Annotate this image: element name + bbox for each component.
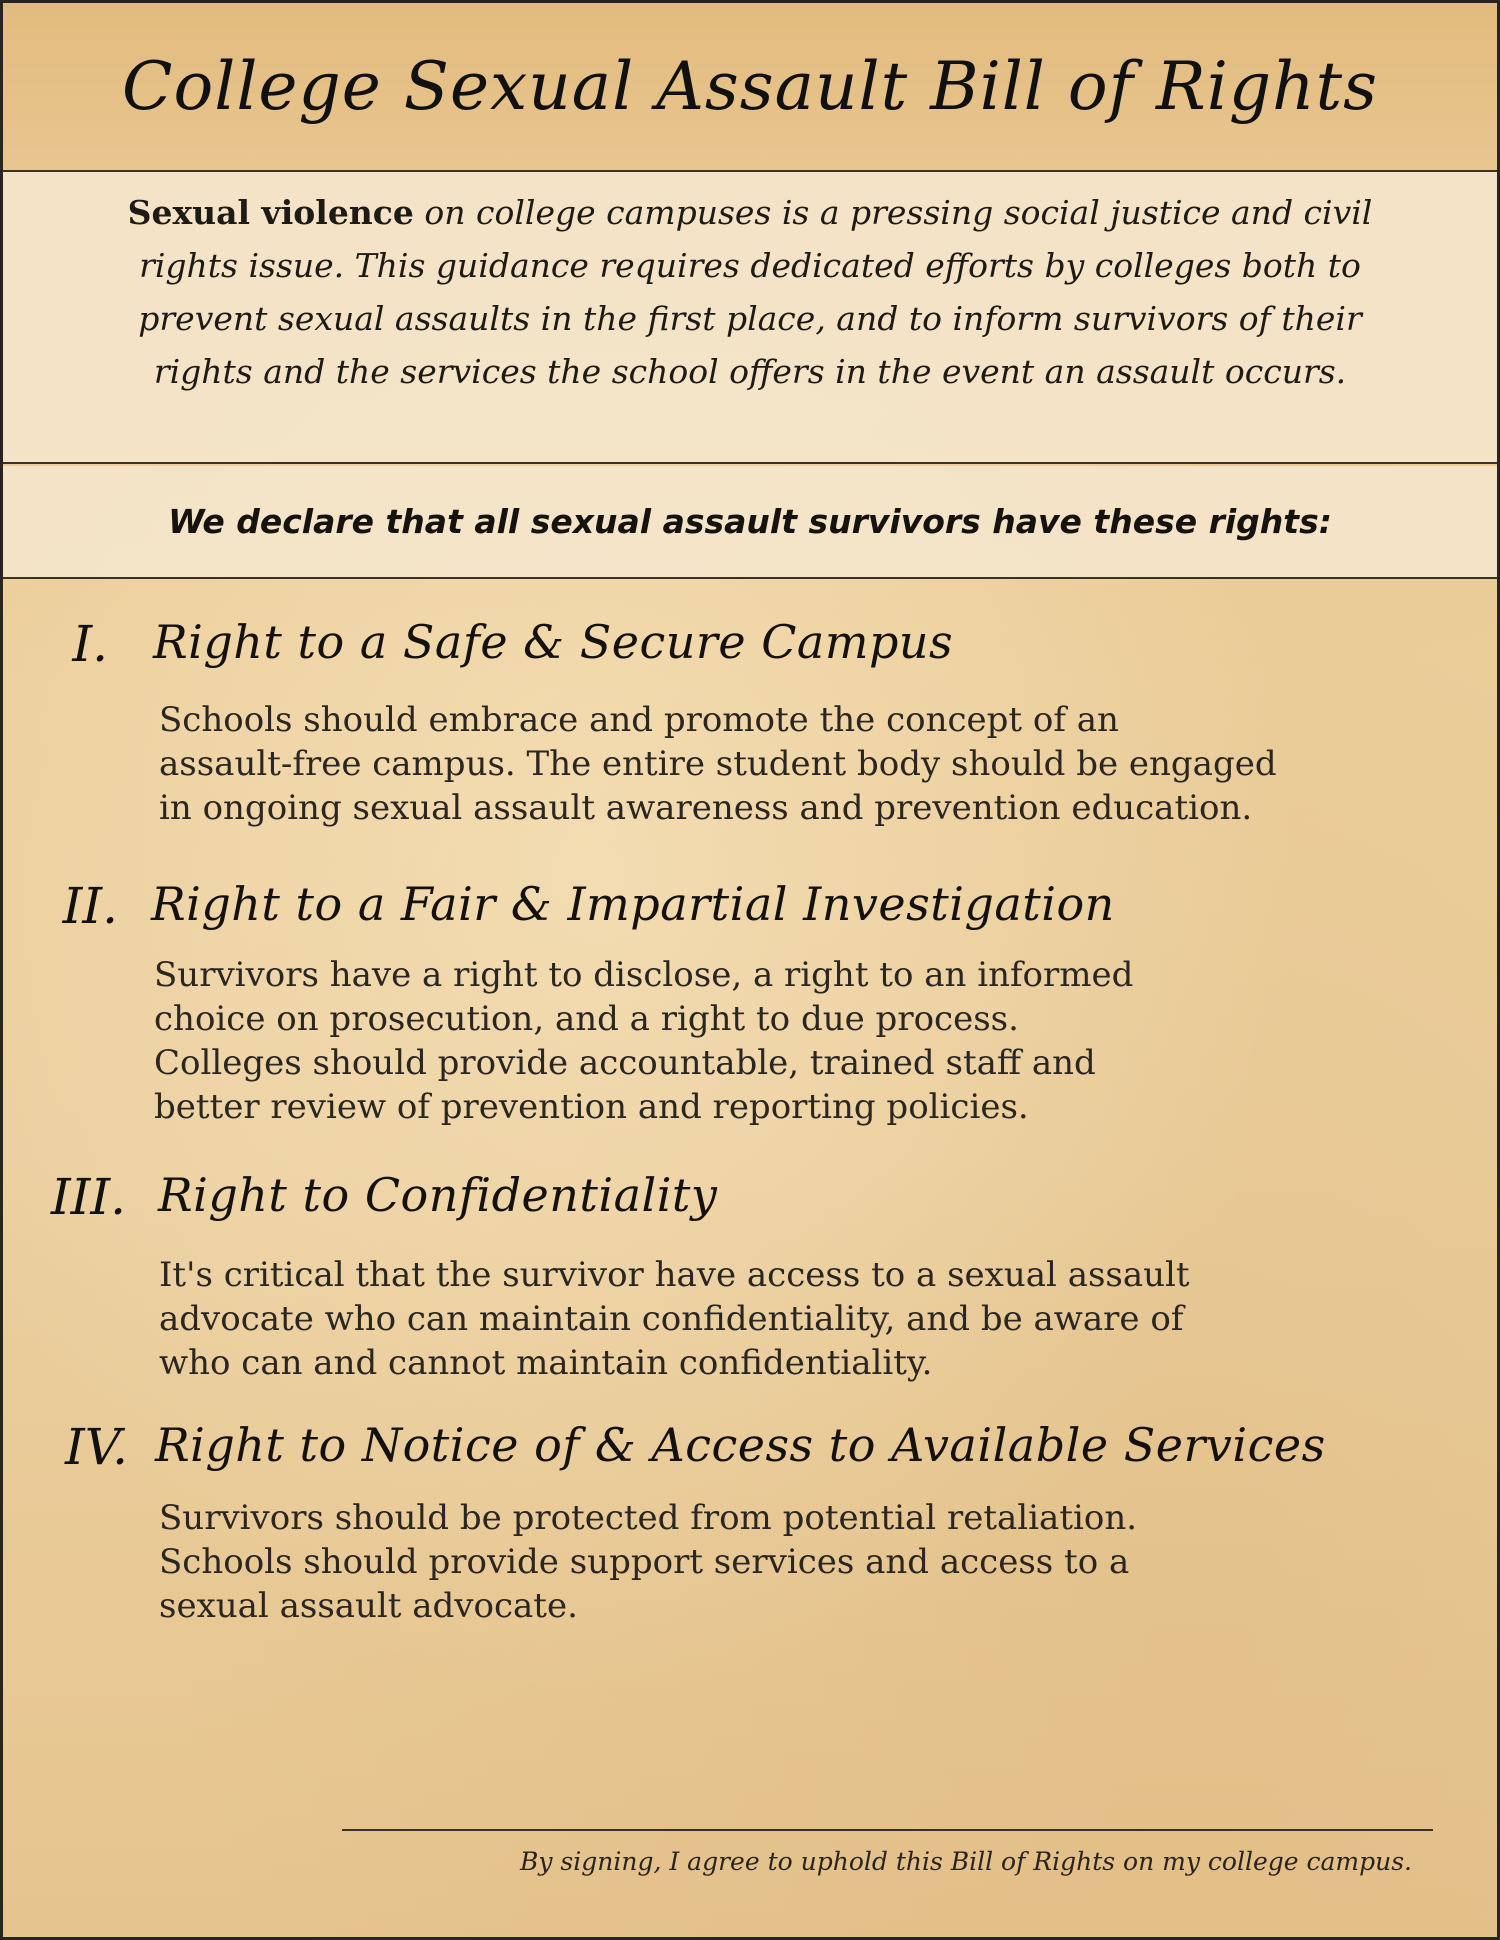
description-line: who can and cannot maintain confidentiality. (159, 1343, 933, 1383)
right-description (154, 953, 1204, 1129)
page-title: College Sexual Assault Bill of Rights (121, 48, 1378, 125)
right-heading: Right to a Safe & Secure Campus (153, 615, 954, 669)
description-line: Survivors have a right to disclose, a right to an informed (154, 955, 1134, 995)
right-heading: Right to a Fair & Impartial Investigation (151, 877, 1115, 931)
description-line: better review of prevention and reporting policies. (154, 1087, 1029, 1127)
description-line: advocate who can maintain confidentiality, and be aware of (159, 1299, 1184, 1339)
right-description (159, 1253, 1309, 1385)
right-heading: Right to Notice of & Access to Available Services (155, 1418, 1326, 1472)
description-line: Schools should embrace and promote the concept of an (159, 700, 1119, 740)
description-line: Schools should provide support services and access to a (159, 1542, 1130, 1582)
description-line: It's critical that the survivor have access to a sexual assault (159, 1255, 1190, 1295)
intro-text: on college campuses is a pressing social justice and civil rights issue. This guidance requires dedicated efforts by colleges both to prevent sexual assaults in the first place, and to inform survivors of their rights and the services the school offers in the event an assault occurs. (138, 193, 1373, 391)
intro-panel (3, 172, 1497, 464)
description-line: choice on prosecution, and a right to due process. (154, 999, 1019, 1039)
right-numeral: I. (72, 615, 108, 673)
signature-line[interactable] (342, 1829, 1433, 1831)
right-numeral: III. (50, 1168, 126, 1226)
signing-statement: By signing, I agree to uphold this Bill of Rights on my college campus. (519, 1847, 1412, 1876)
right-heading: Right to Confidentiality (158, 1168, 718, 1222)
description-line: Survivors should be protected from potential retaliation. (159, 1498, 1138, 1538)
title-banner (3, 3, 1497, 172)
description-line: sexual assault advocate. (159, 1586, 578, 1626)
declaration-banner (3, 466, 1497, 579)
description-line: assault-free campus. The entire student body should be engaged (159, 744, 1277, 784)
right-numeral: II. (62, 877, 118, 935)
declaration-text: We declare that all sexual assault survivors have these rights: (168, 502, 1332, 541)
right-numeral: IV. (64, 1418, 128, 1476)
intro-bold-lead: Sexual violence (127, 193, 414, 232)
description-line: in ongoing sexual assault awareness and prevention education. (159, 788, 1253, 828)
right-description (159, 1496, 1209, 1628)
description-line: Colleges should provide accountable, trained staff and (154, 1043, 1096, 1083)
right-description (159, 698, 1409, 830)
